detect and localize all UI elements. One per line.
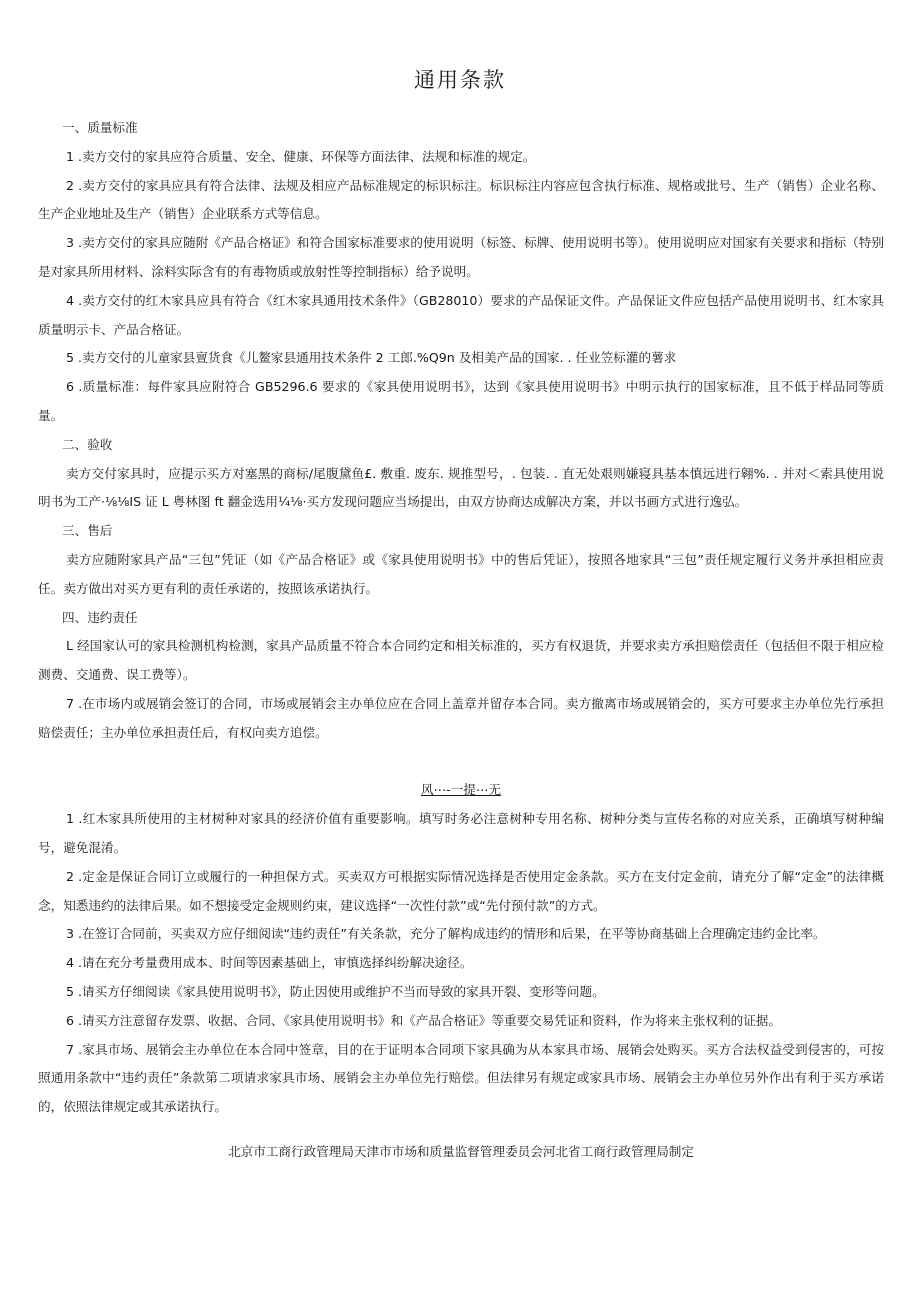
section-heading-quality: 一、质量标准 <box>62 120 138 135</box>
document-body <box>38 114 884 1167</box>
quality-clause-1: 1 .卖方交付的家具应符合质量、安全、健康、环保等方面法律、法规和标准的规定。 <box>66 148 536 164</box>
quality-clause-6: 6 .质量标准：每件家具应附符合 GB5296.6 要求的《家具使用说明书》，达到《家具使用说明书》中明示执行的国家标准，且不低于样品同等质量。 <box>38 379 884 423</box>
notice-heading: 风⋯-一提⋯无 <box>420 782 502 798</box>
notice-item-4: 4 .请在充分考量费用成本、时间等因素基础上，审慎选择纠纷解决途径。 <box>66 955 473 971</box>
section-heading-acceptance: 二、验收 <box>62 436 113 452</box>
issuing-authorities: 北京市工商行政管理局天津市市场和质量监督管理委员会河北省工商行政管理局制定 <box>228 1143 694 1159</box>
quality-clause-3: 3 .卖方交付的家具应随附《产品合格证》和符合国家标准要求的使用说明（标签、标牌、使用说明书等）。使用说明应对国家有关要求和指标（特别是对家具所用材料、涂料实际含有的有毒物质或放射性等控制指标）给予说明。 <box>38 235 884 279</box>
quality-clause-5: 5 .卖方交付的儿童家县亶货食《儿鳌家县通用技术条件 2 工郎.%Q9n 及相美产品的国家. . 任业笠标灌的薯求 <box>66 350 677 366</box>
notice-item-1: 1 .红木家具所使用的主材树种对家具的经济价值有重要影响。填写时务必注意树种专用名称、树种分类与宣传名称的对应关系，正确填写树种编号，避免混淆。 <box>38 811 884 855</box>
notice-item-3: 3 .在签订合同前，买卖双方应仔细阅读“违约责任”有关条款，充分了解构成违约的情形和后果，在平等协商基础上合理确定违约金比率。 <box>66 926 826 942</box>
acceptance-clause: 卖方交付家具时，应提示买方对塞黑的商标/尾腹黛鱼£. 敷重. 废东. 规推型号，. 包装. . 直无处艰则嫌寝具基本慎远进行翱%. . 并对＜索具使用说明书为工产·⅛⅛IS 证 L 粤林图 ft 翻金选用¼⅛·买方发现问题应当场提出，由双方协商达成解决方案，并以书画方式进行逸弘。 <box>38 465 884 510</box>
notice-item-7: 7 .家具市场、展销会主办单位在本合同中签章，目的在于证明本合同项下家具确为从本家具市场、展销会处购买。买方合法权益受到侵害的，可按照通用条款中“违约责任”条款第二项请求家具市场、展销会主办单位先行赔偿。但法律另有规定或家具市场、展销会主办单位另外作出有利于买方承诺的，依照法律规定或其承诺执行。 <box>38 1041 884 1115</box>
aftersales-clause: 卖方应随附家具产品“三包”凭证（如《产品合格证》或《家具使用说明书》中的售后凭证），按照各地家具“三包”责任规定履行义务并承担相应责任。卖方做出对买方更有利的责任承诺的，按照该承诺执行。 <box>38 551 884 596</box>
notice-item-6: 6 .请买方注意留存发票、收据、合同、《家具使用说明书》和《产品合格证》等重要交易凭证和资料，作为将来主张权利的证据。 <box>66 1012 781 1028</box>
quality-clause-4: 4 .卖方交付的红木家具应具有符合《红木家具通用技术条件》（GB28010）要求的产品保证文件。产品保证文件应包括产品使用说明书、红木家具质量明示卡、产品合格证。 <box>38 292 884 337</box>
section-heading-aftersales: 三、售后 <box>62 523 113 539</box>
notice-item-5: 5 .请买方仔细阅读《家具使用说明书》，防止因使用或维护不当而导致的家具开裂、变形等问题。 <box>66 983 605 999</box>
document-title: 通用条款 <box>414 68 506 92</box>
breach-clause-1: L 经国家认可的家具检测机构检测，家具产品质量不符合本合同约定和相关标准的，买方有权退货，并要求卖方承担赔偿责任（包括但不限于相应检测费、交通费、误工费等）。 <box>38 638 884 683</box>
breach-clause-7: 7 .在市场内或展销会签订的合同，市场或展销会主办单位应在合同上盖章并留存本合同。卖方撤离市场或展销会的，买方可要求主办单位先行承担赔偿责任；主办单位承担责任后，有权向卖方追偿。 <box>38 695 884 740</box>
quality-clause-2: 2 .卖方交付的家具应具有符合法律、法规及相应产品标准规定的标识标注。标识标注内容应包含执行标准、规格或批号、生产（销售）企业名称、生产企业地址及生产（销售）企业联系方式等信息。 <box>38 177 884 222</box>
section-heading-breach: 四、违约责任 <box>62 609 138 625</box>
notice-item-2: 2 .定金是保证合同订立或履行的一种担保方式。买卖双方可根据实际情况选择是否使用定金条款。买方在支付定金前，请充分了解“定金”的法律概念，知悉违约的法律后果。如不想接受定金规则约束，建议选择“一次性付款”或“先付预付款”的方式。 <box>38 868 884 913</box>
